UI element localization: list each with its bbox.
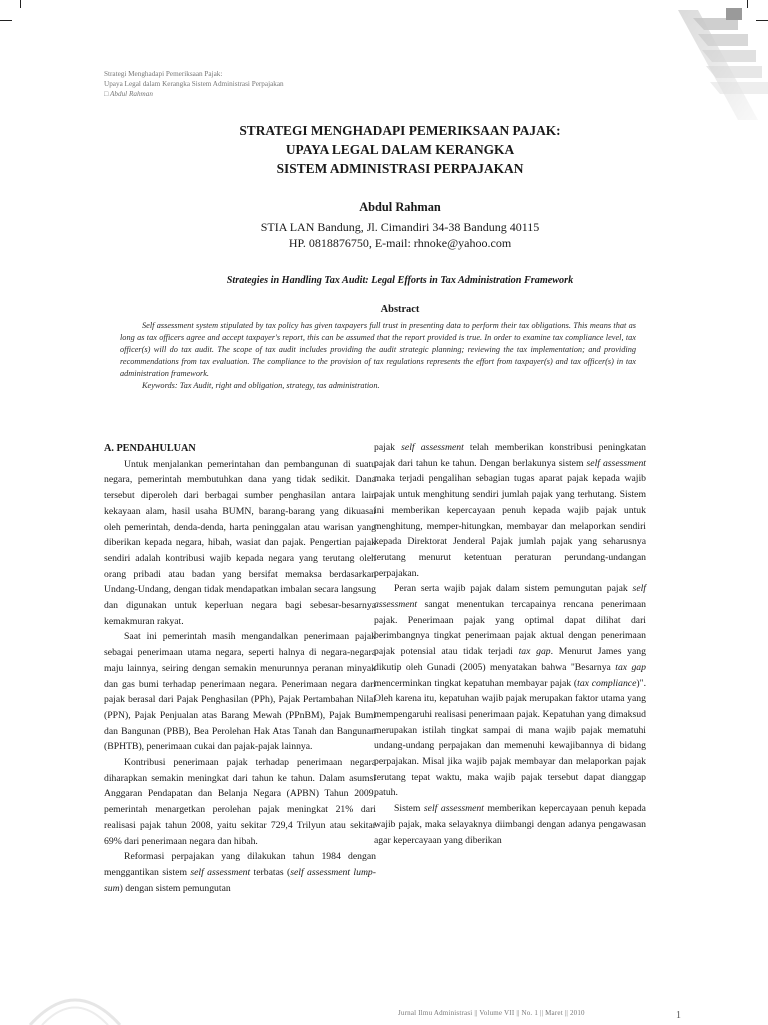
italic-term: self assessment <box>190 866 251 878</box>
text-run: pajak <box>374 442 402 453</box>
section-heading: A. PENDAHULUAN <box>104 443 196 454</box>
running-head-author: □ Abdul Rahman <box>104 90 153 98</box>
running-head-line2: Upaya Legal dalam Kerangka Sistem Administrasi Perpajakan <box>104 80 284 88</box>
abstract-body <box>120 320 636 392</box>
english-title: Strategies in Handling Tax Audit: Legal Efforts in Tax Administration Framework <box>226 275 574 286</box>
text-run: mencerminkan tingkat kepatuhan membayar pajak ( <box>374 677 578 689</box>
paragraph: Kontribusi penerimaan pajak terhadap penerimaan negara diharapkan semakin meningkat dari tahun ke tahun. Dalam asumsi Anggaran Pendapatan dan Belanja Negara (APBN) Tahun 2009, pemerintah menargetkan perolehan pajak meningkat 21% dari realisasi pajak tahun 2008, yaitu sekitar 729,4 Trilyun atau sekitar 69% dari penerimaan negara dan hibah. <box>104 757 376 847</box>
text-run: . Menurut James yang dikutip oleh Gunadi (2005) menyatakan bahwa "Besarnya <box>374 646 646 673</box>
running-head-line1: Strategi Menghadapi Pemeriksaan Pajak: <box>104 70 223 78</box>
italic-term: self assessment <box>374 583 646 611</box>
paragraph <box>104 849 376 896</box>
italic-term: self assessment <box>586 457 646 469</box>
text-run: Peran serta wajib pajak dalam sistem pemungutan pajak <box>394 583 633 595</box>
abstract-text: Self assessment system stipulated by tax policy has given taxpayers full trust in presenting data to perform their tax obligations. This means that as long as tax officers agree and accept taxpayer's report, this can be assumed that the report provided is true. In order to examine tax compliance level, tax officer(s) will do tax audit. The scope of tax audit includes providing the audit strategic planning; reviewing the tax implementation; and providing recommendations from tax evaluation. The compliance to the provision of tax regulations represents the effort from taxpayer(s) and tax officer(s) in tax administration framework. <box>120 321 636 378</box>
italic-term: self assessment lump-sum <box>104 866 377 894</box>
text-run: terbatas ( <box>250 866 291 878</box>
italic-term: tax gap <box>518 646 551 658</box>
title-line3: SISTEM ADMINISTRASI PERPAJAKAN <box>276 161 524 176</box>
logo-watermark-icon <box>20 985 130 1025</box>
crop-mark-top-left-h <box>0 20 12 21</box>
paragraph: Untuk menjalankan pemerintahan dan pembangunan di suatu negara, pemerintah membutuhkan dana yang tidak sedikit. Dana tersebut diperoleh dari berbagai sumber penghasilan antara lain kekayaan alam, hasil usaha BUMN, barang-barang yang dikuasai oleh pemerintah, denda-denda, harta peninggalan atau warisan yang diberikan kepada negara, hibah, wasiat dan pajak. Pengertian pajak sendiri adalah kontribusi wajib kepada negara yang terutang oleh orang pribadi atau badan yang bersifat memaksa berdasarkan Undang-Undang, dengan tidak mendapatkan imbalan secara langsung dan digunakan untuk keperluan negara bagi sebesar-besarnya kemakmuran rakyat. <box>104 458 376 627</box>
running-head <box>104 69 424 99</box>
title-line1: STRATEGI MENGHADAPI PEMERIKSAAN PAJAK: <box>239 123 561 138</box>
title-line2: UPAYA LEGAL DALAM KERANGKA <box>285 142 515 157</box>
abstract-heading: Abstract <box>380 304 420 315</box>
article-title <box>120 121 680 178</box>
paragraph: Saat ini pemerintah masih mengandalkan penerimaan pajak sebagai penerimaan utama negara, seperti halnya di negara-negara maju lainnya, seiring dengan semakin menurunnya peranan minyak dan gas bumi terhadap penerimaan negara. Penerimaan negara dari pajak berasal dari Pajak Penghasilan (PPh), Pajak Pertambahan Nilai (PPN), Pajak Penjualan atas Barang Mewah (PPnBM), Pajak Bumi dan Bangunan (PBB), Bea Perolehan Hak Atas Tanah dan Bangunan (BPHTB), penerimaan cukai dan pajak-pajak lainnya. <box>104 631 376 753</box>
italic-term: self assessment <box>401 442 464 453</box>
author-block <box>120 199 680 252</box>
italic-term: tax compliance <box>577 677 637 689</box>
stair-graphic-icon <box>638 0 768 130</box>
page-number: 1 <box>676 1010 681 1021</box>
left-column <box>104 441 376 896</box>
text-run: ) dengan sistem pemungutan <box>119 882 231 894</box>
author-name: Abdul Rahman <box>359 200 441 214</box>
text-run: Reformasi perpajakan yang dilakukan tahun 1984 dengan menggantikan sistem <box>104 851 376 878</box>
text-run: telah memberikan konstribusi peningkatan pajak dari tahun ke tahun. Dengan berlakunya sistem <box>374 442 646 469</box>
paragraph <box>374 581 646 801</box>
abstract-keywords: Keywords: Tax Audit, right and obligation, strategy, tas administration. <box>142 381 380 390</box>
text-run: )". Oleh karena itu, kepatuhan wajib pajak merupakan faktor utama yang mempengaruhi realisasi penerimaan pajak. Kepatuhan yang dimaksud merupakan istilah tingkat sampai di mana wajib pajak mematuhi undang-undang perpajakan dan memenuhi kewajibannya di bidang perpajakan. Misal jika wajib pajak membayar dan melaporkan pajak terutang tepat waktu, maka wajib pajak tersebut dapat dianggap patuh. <box>374 677 646 799</box>
text-run: Sistem <box>394 803 424 815</box>
author-contact: HP. 0818876750, E-mail: rhnoke@yahoo.com <box>288 236 512 250</box>
right-column <box>374 440 646 848</box>
paragraph <box>374 440 646 581</box>
italic-term: self assessment <box>423 803 484 815</box>
crop-mark-top-left-v <box>20 0 21 8</box>
paragraph <box>374 801 646 848</box>
text-run: maka terjadi pengalihan sebagian tugas aparat pajak kepada wajib pajak untuk menghitung sendiri jumlah pajak yang terhutang. Sistem ini memberikan kepercayaan penuh kepada wajib pajak untuk menghitung, memper-hitungkan, membayar dan melaporkan sendiri kepada Direktorat Jenderal Pajak jumlah pajak yang seharusnya terutang menurut ketentuan peraturan perundang-undangan perpajakan. <box>374 473 646 579</box>
journal-footer: Jurnal Ilmu Administrasi || Volume VII || No. 1 || Maret || 2010 <box>398 1009 585 1017</box>
text-run: memberikan kepercayaan penuh kepada wajib pajak, maka selayaknya diimbangi dengan adanya pengawasan agar kepercayaan yang diberikan <box>374 803 646 846</box>
italic-term: tax gap <box>615 661 646 673</box>
text-run: sangat menentukan tercapainya rencana penerimaan pajak. Penerimaan pajak yang optimal dapat dilihat dari berimbangnya tingkat penerimaan pajak aktual dengan penerimaan pajak potensial atau tidak terjadi <box>374 599 646 658</box>
author-affiliation: STIA LAN Bandung, Jl. Cimandiri 34-38 Bandung 40115 <box>260 219 540 234</box>
